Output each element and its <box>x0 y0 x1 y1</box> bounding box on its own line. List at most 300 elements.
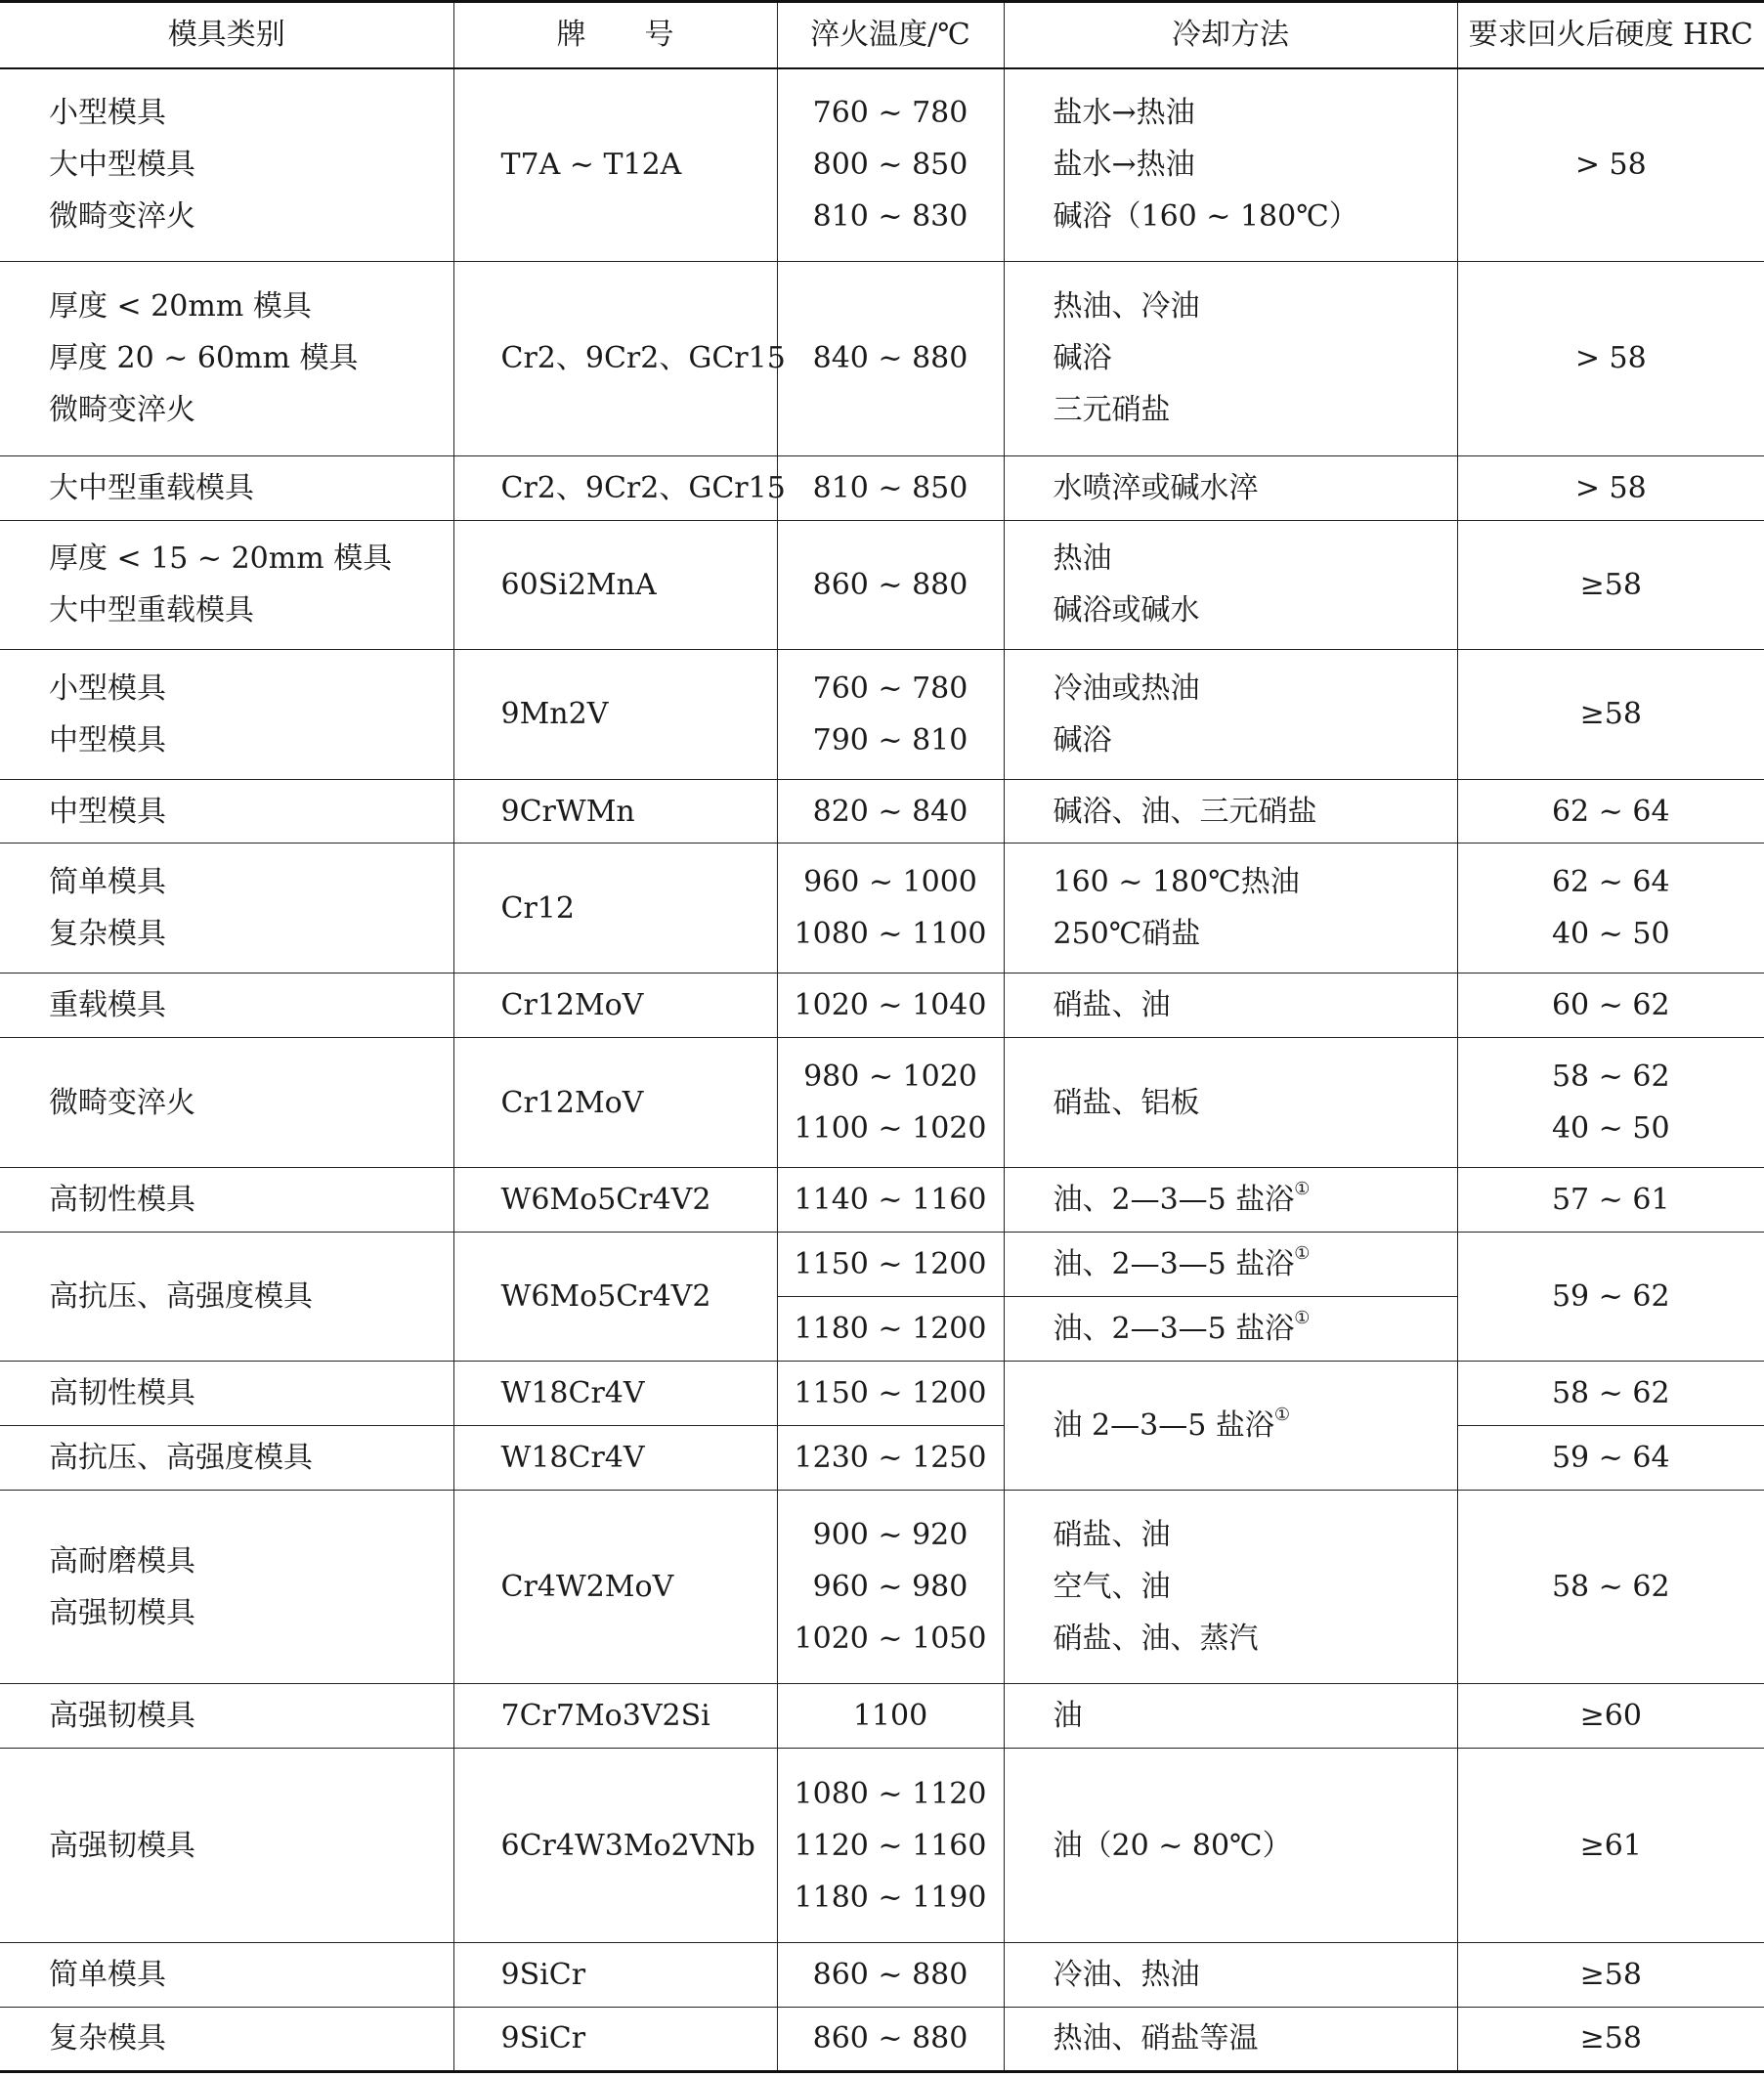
hardness-line <box>1458 1949 1764 2001</box>
quench-temp-line <box>778 1103 1004 1154</box>
grade-line <box>501 688 777 740</box>
hardness-text: ≥58 <box>1579 567 1642 602</box>
quench-temp-line <box>778 1768 1004 1820</box>
table-row <box>0 1684 1764 1749</box>
footnote-mark: ① <box>1294 1307 1311 1328</box>
cooling-cell <box>1004 68 1457 262</box>
category-line <box>49 281 453 332</box>
category-cell <box>0 455 453 520</box>
quench-temp-cell <box>777 455 1004 520</box>
cooling-text: 三元硝盐 <box>1053 393 1171 428</box>
category-text: 高韧性模具 <box>49 1182 195 1217</box>
quench-temp-text: 960 ~ 980 <box>812 1570 968 1605</box>
quench-temp-cell <box>777 1491 1004 1684</box>
cooling-text: 碱浴 <box>1053 722 1112 757</box>
cooling-line <box>1054 1949 1457 2001</box>
category-text: 厚度 < 20mm 模具 <box>49 289 312 325</box>
category-text: 简单模具 <box>49 1957 166 1992</box>
quench-temp-line <box>778 856 1004 908</box>
quench-temp-text: 860 ~ 880 <box>812 567 968 602</box>
quench-temp-cell <box>777 2007 1004 2071</box>
category-line <box>49 1587 453 1639</box>
table-row <box>0 455 1764 520</box>
grade-cell <box>453 520 777 649</box>
quench-temp-text: 800 ~ 850 <box>812 148 968 183</box>
category-line <box>49 533 453 584</box>
hardness-line <box>1458 1103 1764 1154</box>
quench-temp-text: 810 ~ 830 <box>812 199 968 235</box>
grade-line <box>500 332 786 384</box>
cooling-text: 热油 <box>1053 541 1112 577</box>
quench-temp-text: 1100 <box>852 1699 928 1734</box>
category-cell: 高抗压、高强度模具 <box>0 1425 453 1490</box>
cooling-text: 碱浴（160 ~ 180℃） <box>1053 199 1358 235</box>
grade-text: 60Si2MnA <box>500 567 657 602</box>
grade-text: Cr2、9Cr2、GCr15 <box>500 341 786 376</box>
grade-text: Cr2、9Cr2、GCr15 <box>500 470 786 505</box>
table-row <box>0 262 1764 455</box>
cooling-line <box>1054 384 1457 436</box>
hardness-text: > 58 <box>1574 148 1647 183</box>
hardness-text: ≥58 <box>1579 1957 1642 1992</box>
category-line <box>49 786 453 838</box>
quench-temp-line <box>778 979 1004 1031</box>
cooling-line <box>1054 1077 1457 1129</box>
footnote-mark: ① <box>1294 1242 1311 1264</box>
cooling-cell <box>1004 262 1457 455</box>
header-quench-temp: 淬火温度/℃ <box>777 2 1004 68</box>
grade-line <box>500 462 786 514</box>
quench-temp-cell <box>777 520 1004 649</box>
quench-temp-cell <box>777 1942 1004 2007</box>
quench-temp-text: 1180 ~ 1190 <box>794 1880 987 1915</box>
quench-temp-cell <box>777 68 1004 262</box>
quench-temp-text: 960 ~ 1000 <box>803 865 977 900</box>
cooling-line <box>1054 533 1457 584</box>
grade-cell <box>453 844 777 974</box>
cooling-text: 油（20 ~ 80℃） <box>1053 1828 1292 1863</box>
quench-temp-text: 860 ~ 880 <box>812 2021 968 2056</box>
hardness-cell <box>1457 780 1764 844</box>
category-cell: 高抗压、高强度模具 <box>0 1232 453 1361</box>
cooling-line <box>1054 2012 1457 2064</box>
cooling-line <box>1054 856 1457 908</box>
category-cell <box>0 1749 453 1942</box>
cooling-line <box>1054 332 1457 384</box>
quench-temp-line <box>778 1509 1004 1561</box>
hardness-line <box>1458 1051 1764 1103</box>
hardness-cell <box>1457 1942 1764 2007</box>
grade-text: Cr12 <box>500 890 575 926</box>
quench-temp-line <box>778 2012 1004 2064</box>
category-line <box>49 139 453 191</box>
category-text: 厚度 20 ~ 60mm 模具 <box>49 341 359 376</box>
quench-temp-cell <box>777 780 1004 844</box>
quench-temp-line <box>778 191 1004 242</box>
category-line <box>49 87 453 139</box>
cooling-text: 冷油、热油 <box>1053 1957 1200 1992</box>
quench-temp-line <box>778 786 1004 838</box>
hardness-cell: 58 ~ 62 <box>1457 1361 1764 1425</box>
quench-temp-line <box>778 1561 1004 1613</box>
hardness-cell: 59 ~ 64 <box>1457 1425 1764 1490</box>
category-cell <box>0 1038 453 1167</box>
grade-cell <box>453 1491 777 1684</box>
quench-temp-line <box>778 1820 1004 1872</box>
cooling-text: 水喷淬或碱水淬 <box>1053 470 1259 505</box>
hardness-line <box>1458 1561 1764 1613</box>
grade-cell <box>453 1942 777 2007</box>
grade-line <box>501 1820 777 1872</box>
grade-line <box>501 1690 777 1742</box>
grade-text: 9SiCr <box>500 1957 586 1992</box>
cooling-cell <box>1004 1296 1457 1361</box>
cooling-cell <box>1004 1491 1457 1684</box>
cooling-text: 油 <box>1053 1699 1083 1734</box>
grade-text: 9Mn2V <box>500 697 609 732</box>
cooling-cell <box>1004 2007 1457 2071</box>
category-line <box>49 908 453 960</box>
grade-cell <box>453 455 786 520</box>
category-text: 大中型模具 <box>49 148 195 183</box>
hardness-cell <box>1457 68 1764 262</box>
cooling-line <box>1054 1820 1457 1872</box>
hardness-cell <box>1457 1684 1764 1749</box>
quench-temp-line <box>778 1051 1004 1103</box>
header-grade: 牌 号 <box>453 2 777 68</box>
quench-temp-text: 860 ~ 880 <box>812 1957 968 1992</box>
category-line <box>49 1077 453 1129</box>
footnote-mark: ① <box>1273 1404 1290 1425</box>
hardness-text: 57 ~ 61 <box>1551 1182 1670 1217</box>
quench-temp-line <box>778 908 1004 960</box>
cooling-line <box>1054 1561 1457 1613</box>
hardness-cell <box>1457 2007 1764 2071</box>
grade-cell <box>453 68 777 262</box>
category-text: 大中型重载模具 <box>49 470 254 505</box>
cooling-text: 160 ~ 180℃热油 <box>1053 865 1300 900</box>
quench-temp-cell <box>777 649 1004 779</box>
quench-temp-line <box>778 87 1004 139</box>
hardness-line <box>1458 1174 1764 1226</box>
cooling-line <box>1054 663 1457 714</box>
table-row <box>0 1491 1764 1684</box>
hardness-line <box>1458 2012 1764 2064</box>
cooling-cell <box>1004 649 1457 779</box>
grade-line <box>501 1949 777 2001</box>
cooling-line <box>1054 908 1457 960</box>
hardness-line <box>1458 1820 1764 1872</box>
grade-cell <box>453 262 786 455</box>
cooling-line <box>1054 139 1457 191</box>
cooling-text: 油、2—3—5 盐浴 <box>1053 1246 1295 1281</box>
hardness-text: ≥60 <box>1579 1699 1642 1734</box>
quench-temp-text: 1100 ~ 1020 <box>794 1111 987 1146</box>
cooling-cell <box>1004 1167 1457 1232</box>
cooling-line <box>1054 281 1457 332</box>
category-line <box>49 663 453 714</box>
quench-temp-text: 1080 ~ 1100 <box>794 917 987 952</box>
cooling-text: 热油、冷油 <box>1053 289 1200 325</box>
category-line <box>49 191 453 242</box>
grade-line <box>501 559 777 611</box>
quench-temp-line <box>778 663 1004 714</box>
hardness-text: 40 ~ 50 <box>1551 917 1670 952</box>
cooling-text: 盐水→热油 <box>1053 148 1195 183</box>
hardness-line <box>1458 139 1764 191</box>
quench-temp-line <box>778 1174 1004 1226</box>
hardness-text: 58 ~ 62 <box>1551 1060 1670 1094</box>
cooling-text: 热油、硝盐等温 <box>1053 2021 1259 2056</box>
table-row <box>0 520 1764 649</box>
category-text: 大中型重载模具 <box>49 593 254 628</box>
category-text: 重载模具 <box>49 988 166 1023</box>
quench-temp-text: 900 ~ 920 <box>812 1518 968 1553</box>
hardness-text: ≥58 <box>1579 697 1642 732</box>
category-text: 小型模具 <box>49 96 166 131</box>
cooling-text: 250℃硝盐 <box>1053 917 1201 952</box>
cooling-line <box>1054 462 1457 514</box>
cooling-text: 盐水→热油 <box>1053 96 1195 131</box>
cooling-cell <box>1004 1942 1457 2007</box>
grade-cell: W18Cr4V <box>453 1361 777 1425</box>
quench-temp-cell <box>777 1749 1004 1942</box>
cooling-cell <box>1004 1684 1457 1749</box>
hardness-line <box>1458 559 1764 611</box>
cooling-cell <box>1004 1361 1457 1490</box>
hardness-cell <box>1457 844 1764 974</box>
quench-temp-text: 810 ~ 850 <box>812 470 968 505</box>
table-row <box>0 1942 1764 2007</box>
category-cell <box>0 1491 453 1684</box>
hardness-text: 62 ~ 64 <box>1551 794 1670 829</box>
category-line <box>49 332 453 384</box>
category-cell: 高韧性模具 <box>0 1361 453 1425</box>
grade-line <box>501 1561 777 1613</box>
category-cell <box>0 1942 453 2007</box>
grade-cell: W6Mo5Cr4V2 <box>453 1232 777 1361</box>
cooling-text: 硝盐、油 <box>1053 1518 1171 1553</box>
category-line <box>49 2012 453 2064</box>
grade-text: W6Mo5Cr4V2 <box>500 1182 711 1217</box>
category-line <box>49 384 453 436</box>
cooling-cell <box>1004 1038 1457 1167</box>
category-text: 微畸变淬火 <box>49 1085 195 1120</box>
category-line <box>49 462 453 514</box>
quench-temp-text: 840 ~ 880 <box>812 341 968 376</box>
hardness-line <box>1458 979 1764 1031</box>
category-line <box>49 1690 453 1742</box>
category-text: 复杂模具 <box>49 2021 166 2056</box>
table-row <box>0 2007 1764 2071</box>
category-line <box>49 584 453 636</box>
cooling-line <box>1054 87 1457 139</box>
cooling-text: 硝盐、油、蒸汽 <box>1053 1622 1259 1657</box>
category-text: 小型模具 <box>49 671 166 706</box>
hardness-cell <box>1457 1491 1764 1684</box>
hardness-line <box>1458 332 1764 384</box>
quench-temp-text: 820 ~ 840 <box>812 794 968 829</box>
hardness-line <box>1458 908 1764 960</box>
cooling-line <box>1054 584 1457 636</box>
quench-temp-cell <box>777 974 1004 1038</box>
hardness-text: > 58 <box>1574 470 1647 505</box>
quench-temp-cell <box>777 262 1004 455</box>
quench-temp-cell: 1180 ~ 1200 <box>777 1296 1004 1361</box>
table-row <box>0 1167 1764 1232</box>
hardness-cell <box>1457 455 1764 520</box>
quench-temp-text: 1120 ~ 1160 <box>794 1828 987 1863</box>
hardness-text: ≥61 <box>1579 1828 1642 1863</box>
cooling-cell <box>1004 520 1457 649</box>
table-row <box>0 844 1764 974</box>
header-category: 模具类别 <box>0 2 453 68</box>
category-cell <box>0 1684 453 1749</box>
footnote-mark: ① <box>1294 1178 1311 1199</box>
cooling-text: 碱浴或碱水 <box>1053 593 1200 628</box>
hardness-cell <box>1457 1749 1764 1942</box>
category-text: 高强韧模具 <box>49 1595 195 1630</box>
hardness-text: > 58 <box>1574 341 1647 376</box>
cooling-text: 硝盐、油 <box>1053 988 1171 1023</box>
hardness-cell <box>1457 974 1764 1038</box>
table-row <box>0 1038 1764 1167</box>
grade-line <box>501 1174 777 1226</box>
grade-cell <box>453 2007 777 2071</box>
cooling-text: 硝盐、铝板 <box>1053 1085 1200 1120</box>
category-cell <box>0 780 453 844</box>
category-text: 高强韧模具 <box>49 1699 195 1734</box>
cooling-cell <box>1004 974 1457 1038</box>
hardness-text: ≥58 <box>1579 2021 1642 2056</box>
table-row <box>0 780 1764 844</box>
quench-temp-cell: 1150 ~ 1200 <box>777 1232 1004 1296</box>
quench-temp-line <box>778 139 1004 191</box>
category-cell <box>0 2007 453 2071</box>
quench-temp-line <box>778 1949 1004 2001</box>
quench-temp-text: 760 ~ 780 <box>812 671 968 706</box>
grade-cell <box>453 780 777 844</box>
quench-temp-cell: 1230 ~ 1250 <box>777 1425 1004 1490</box>
grade-text: Cr4W2MoV <box>500 1570 674 1605</box>
table-row <box>0 1425 1764 1490</box>
category-cell <box>0 1167 453 1232</box>
cooling-text: 碱浴、油、三元硝盐 <box>1053 794 1317 829</box>
header-cooling-method: 冷却方法 <box>1004 2 1457 68</box>
category-cell <box>0 520 453 649</box>
header-row <box>0 2 1764 68</box>
header-hardness: 要求回火后硬度 HRC <box>1457 2 1764 68</box>
category-text: 微畸变淬火 <box>49 199 195 235</box>
cooling-text: 油 2—3—5 盐浴 <box>1053 1407 1274 1443</box>
hardness-text: 62 ~ 64 <box>1551 865 1670 900</box>
grade-text: Cr12MoV <box>500 1085 644 1120</box>
quench-temp-line <box>778 1613 1004 1665</box>
quench-temp-text: 1080 ~ 1120 <box>794 1776 987 1811</box>
quench-temp-line <box>778 559 1004 611</box>
hardness-cell <box>1457 1038 1764 1167</box>
quench-temp-line <box>778 1872 1004 1924</box>
table-row <box>0 1232 1764 1296</box>
cooling-cell <box>1004 455 1457 520</box>
category-text: 中型模具 <box>49 794 166 829</box>
cooling-line <box>1054 1613 1457 1665</box>
category-cell <box>0 974 453 1038</box>
cooling-text: 油、2—3—5 盐浴 <box>1053 1311 1295 1346</box>
cooling-line <box>1054 714 1457 766</box>
category-text: 高强韧模具 <box>49 1828 195 1863</box>
category-line <box>49 1536 453 1587</box>
category-text: 复杂模具 <box>49 917 166 952</box>
grade-text: 9SiCr <box>500 2021 586 2056</box>
table-row <box>0 1361 1764 1425</box>
category-text: 中型模具 <box>49 722 166 757</box>
hardness-cell <box>1457 649 1764 779</box>
quench-temp-text: 1020 ~ 1040 <box>794 988 987 1023</box>
cooling-text: 碱浴 <box>1053 341 1112 376</box>
quench-temp-cell: 1150 ~ 1200 <box>777 1361 1004 1425</box>
cooling-line <box>1054 1690 1457 1742</box>
category-cell <box>0 844 453 974</box>
cooling-line <box>1054 1509 1457 1561</box>
category-text: 微畸变淬火 <box>49 393 195 428</box>
quench-temp-text: 980 ~ 1020 <box>803 1060 977 1094</box>
table-row <box>0 68 1764 262</box>
quench-temp-text: 790 ~ 810 <box>812 722 968 757</box>
category-line <box>49 1820 453 1872</box>
category-line <box>49 856 453 908</box>
cooling-text: 油、2—3—5 盐浴 <box>1053 1182 1295 1217</box>
grade-line <box>501 139 777 191</box>
grade-cell <box>453 1684 777 1749</box>
table-row <box>0 649 1764 779</box>
grade-cell <box>453 1167 777 1232</box>
quench-temp-text: 1140 ~ 1160 <box>794 1182 987 1217</box>
hardness-line <box>1458 688 1764 740</box>
quench-temp-cell <box>777 1167 1004 1232</box>
quench-temp-text: 1020 ~ 1050 <box>794 1622 987 1657</box>
grade-text: Cr12MoV <box>500 988 644 1023</box>
grade-cell <box>453 1749 777 1942</box>
category-text: 高耐磨模具 <box>49 1543 195 1579</box>
cooling-cell <box>1004 844 1457 974</box>
quench-temp-cell <box>777 1038 1004 1167</box>
quench-temp-line <box>778 1690 1004 1742</box>
table-row <box>0 1749 1764 1942</box>
quench-temp-text: 760 ~ 780 <box>812 96 968 131</box>
hardness-line <box>1458 786 1764 838</box>
category-line <box>49 979 453 1031</box>
hardness-line <box>1458 1690 1764 1742</box>
hardness-cell <box>1457 1167 1764 1232</box>
cooling-line <box>1054 191 1457 242</box>
category-line <box>49 1174 453 1226</box>
hardness-cell <box>1457 520 1764 649</box>
cooling-cell <box>1004 780 1457 844</box>
grade-text: 9CrWMn <box>500 794 635 829</box>
cooling-line <box>1054 1174 1457 1226</box>
grade-line <box>501 1077 777 1129</box>
grade-text: T7A ~ T12A <box>500 148 682 183</box>
grade-text: 7Cr7Mo3V2Si <box>500 1699 710 1734</box>
category-line <box>49 714 453 766</box>
grade-text: 6Cr4W3Mo2VNb <box>500 1828 755 1863</box>
cooling-cell <box>1004 1749 1457 1942</box>
category-cell <box>0 649 453 779</box>
grade-line <box>501 883 777 934</box>
quench-temp-cell <box>777 844 1004 974</box>
grade-line <box>501 786 777 838</box>
